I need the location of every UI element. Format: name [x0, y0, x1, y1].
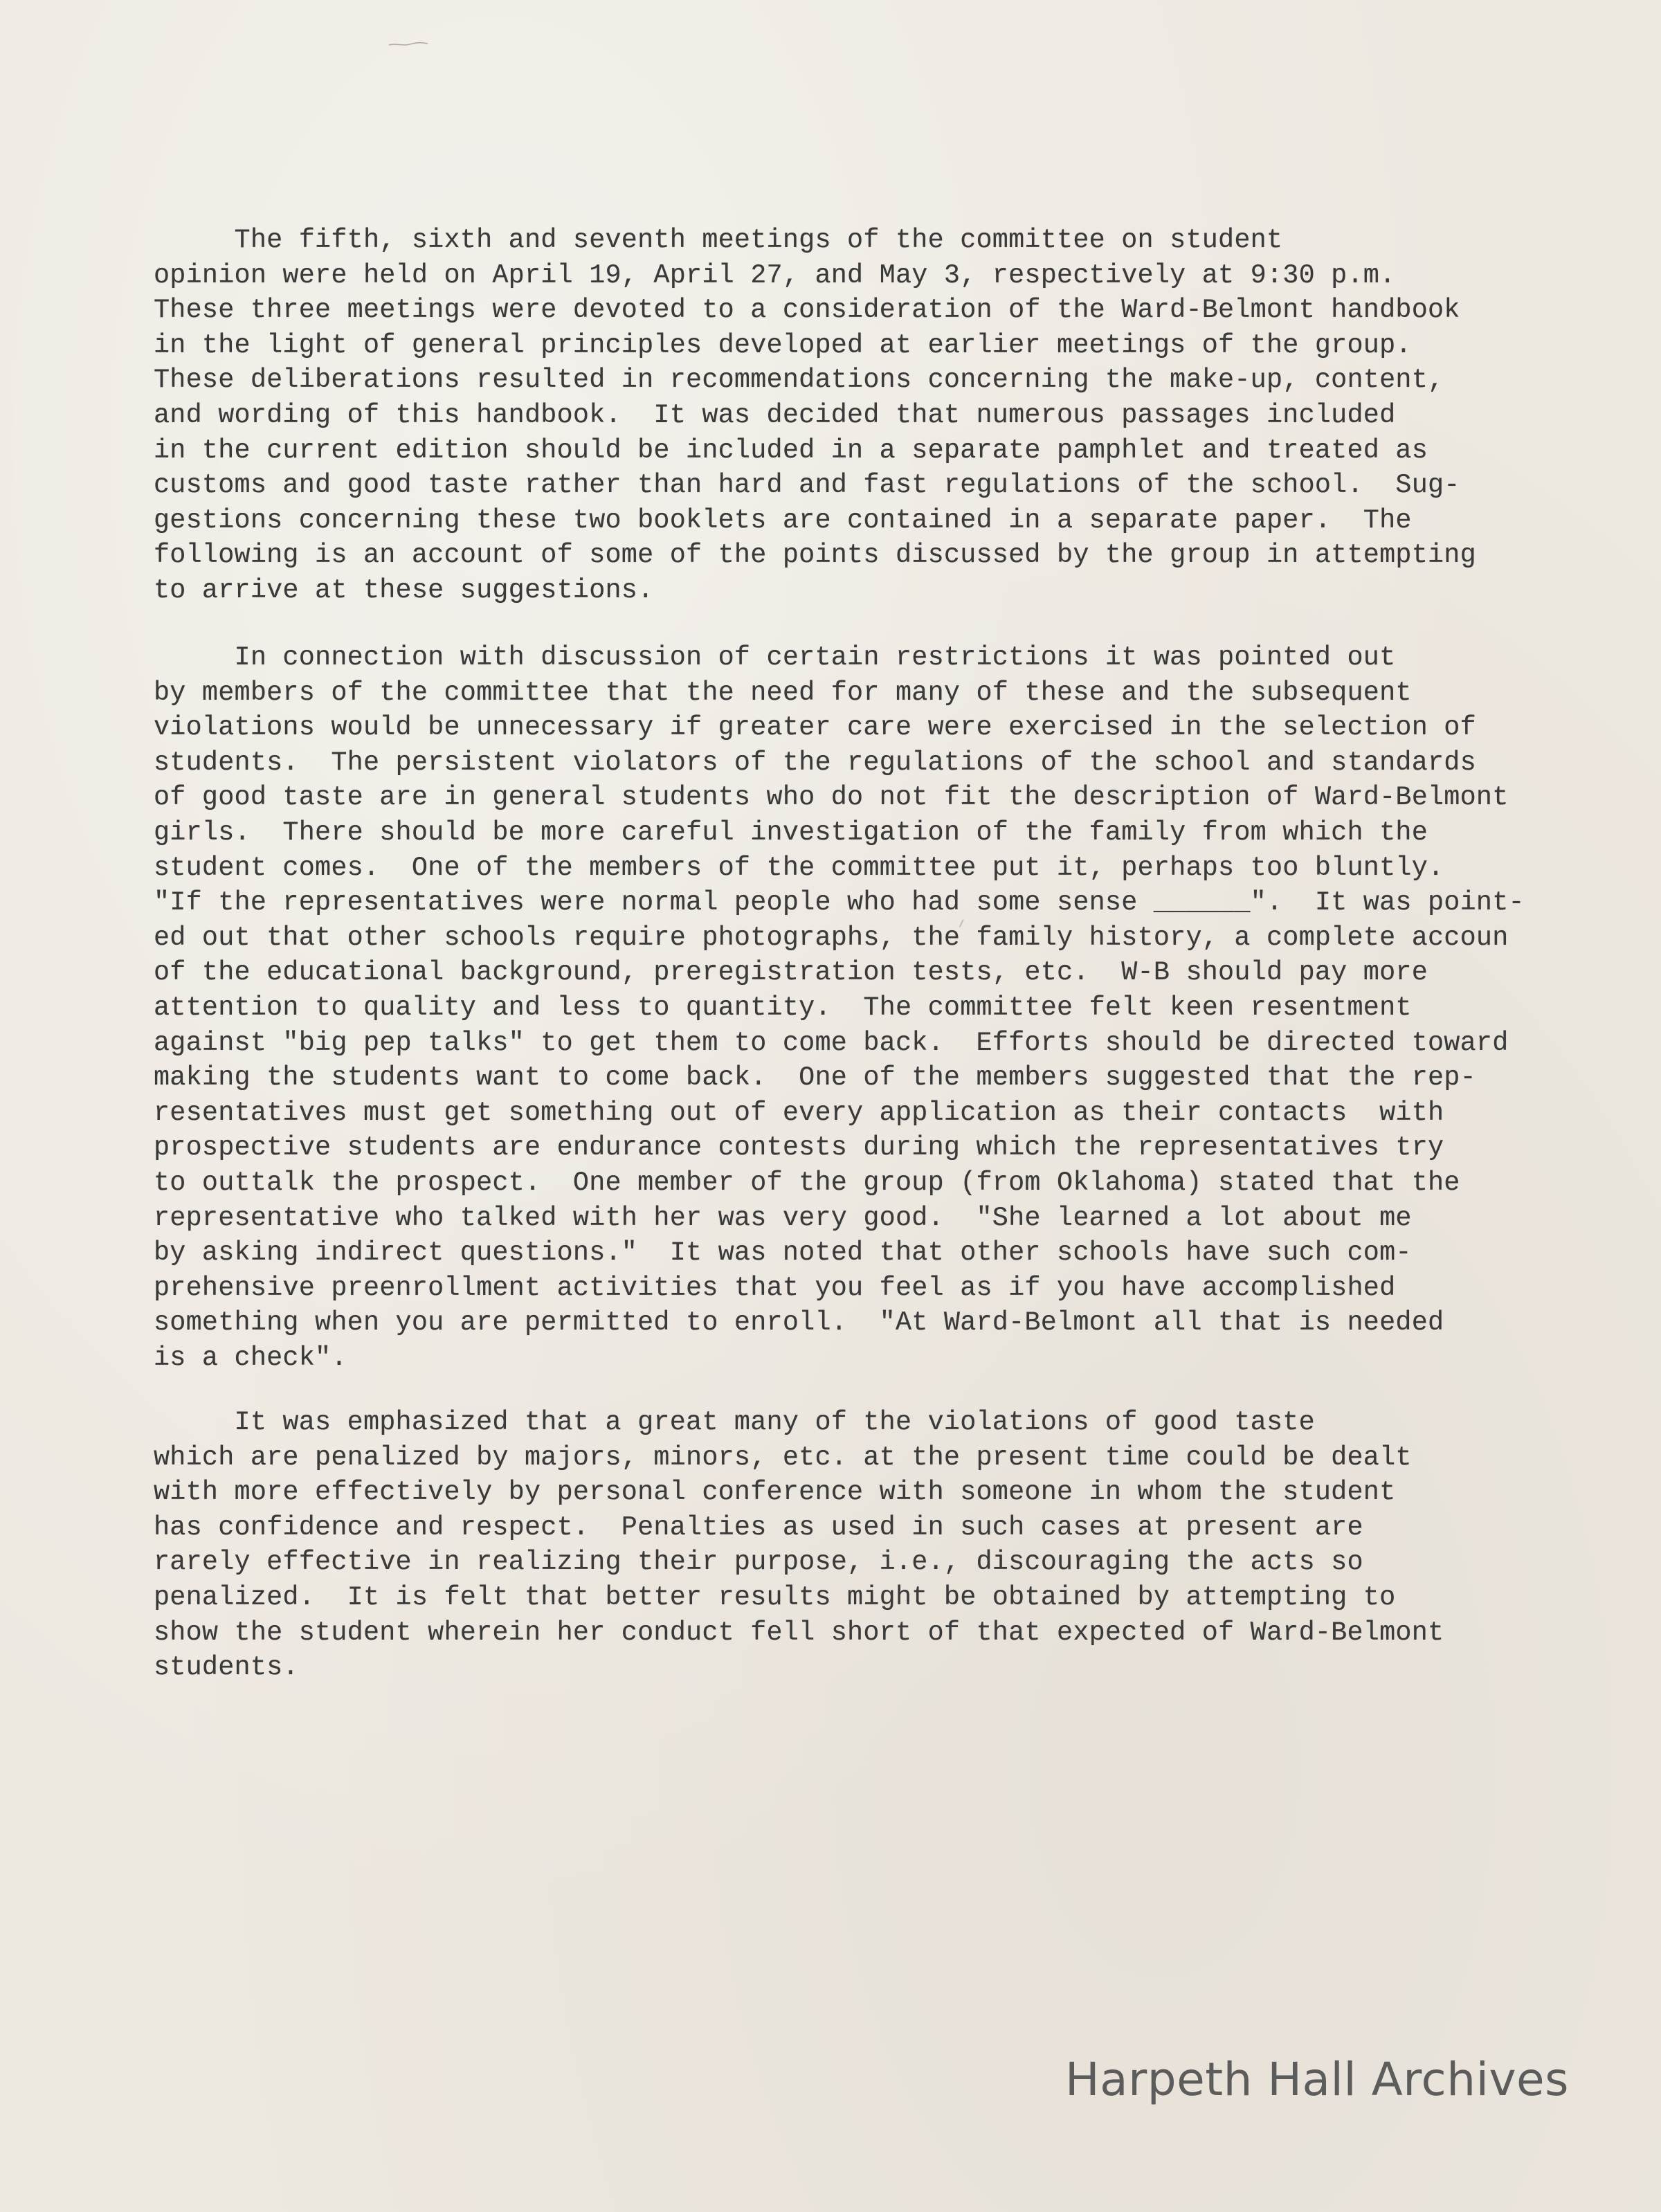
paragraph-meetings: The fifth, sixth and seventh meetings of the committee on student opinion were held on April 19, April 27, and May 3, respectively at 9:30 p.m. These three meetings were devoted to a consideration of the Ward-Belmont handbook in the light of general principles developed at earlier meetings of the group. These deliberations resulted in recommendations concerning the make-up, content, and wording of this handbook. It was decided that numerous passages included in the current edition should be included in a separate pamphlet and treated as customs and good taste rather than hard and fast regulations of the school. Sug- gestions concerning these two booklets are contained in a separate paper. The following is an account of some of the points discussed by the group in attempting to arrive at these suggestions.: [154, 225, 1476, 606]
paragraph-penalties: It was emphasized that a great many of the violations of good taste which are penalized by majors, minors, etc. at the present time could be dealt with more effectively by personal conference with someone in whom the student has confidence and respect. Penalties as used in such cases at present are rarely effective in realizing their purpose, i.e., discouraging the acts so penalized. It is felt that better results might be obtained by attempting to show the student wherein her conduct fell short of that expected of Ward-Belmont students.: [154, 1407, 1444, 1683]
paragraph-student-selection: In connection with discussion of certain restrictions it was pointed out by members of the committee that the need for many of these and the subsequent violations would be unnecessary if greater care were exercised in the selection of students. The persistent violators of the regulations of the school and standards of good taste are in general students who do not fit the description of Ward-Belmont girls. There should be more careful investigation of the family from which the student comes. One of the members of the committee put it, perhaps too bluntly. "If the representatives were normal people who had some sense ______". It was point- ed out that other schools require photographs, the family history, a complete accoun of the educational background, preregistration tests, etc. W-B should pay more attention to quality and less to quantity. The committee felt keen resentment against "big pep talks" to get them to come back. Efforts should be directed toward making the students want to come back. One of the members suggested that the rep- resentatives must get something out of every application as their contacts with prospective students are endurance contests during which the representatives try to outtalk the prospect. One member of the group (from Oklahoma) stated that the representative who talked with her was very good. "She learned a lot about me by asking indirect questions." It was noted that other schools have such com- prehensive preenrollment activities that you feel as if you have accomplished something when you are permitted to enroll. "At Ward-Belmont all that is needed is a check".: [154, 642, 1525, 1373]
pencil-mark: [388, 39, 429, 48]
archive-watermark: Harpeth Hall Archives: [1065, 2053, 1569, 2106]
